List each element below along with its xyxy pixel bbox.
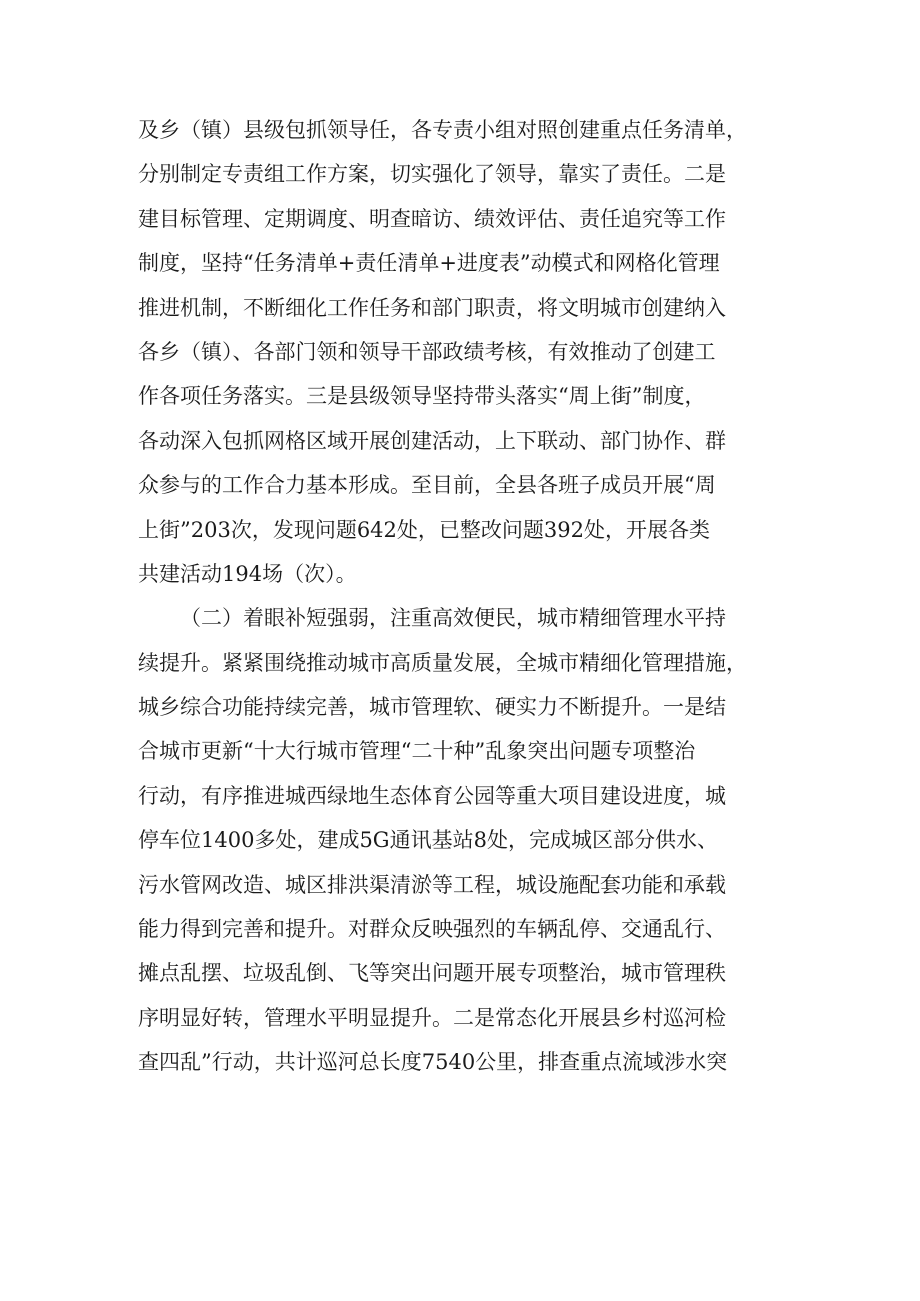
text-line: 城乡综合功能持续完善，城市管理软、硬实力不断提升。一是结: [138, 695, 726, 720]
text-line: 作各项任务落实。三是县级领导坚持带头落实“周上街”制度，: [138, 384, 706, 409]
text-line: 及乡（镇）县级包抓领导任，各专责小组对照创建重点任务清单，: [138, 118, 747, 142]
text-line: 合城市更新“十大行城市管理“二十种”乱象突出问题专项整治: [138, 739, 696, 764]
body-text: [138, 108, 798, 1085]
text-line: 上街”203次，发现问题642处，已整改问题392处，开展各类: [138, 517, 710, 542]
text-line: 各动深入包抓网格区域开展创建活动，上下联动、部门协作、群: [138, 428, 726, 453]
text-line: 查四乱”行动，共计巡河总长度7540公里，排查重点流域涉水突: [138, 1050, 728, 1075]
section-heading-line: （二）着眼补短强弱，注重高效便民，城市精细管理水平持: [180, 606, 726, 631]
text-line: 建目标管理、定期调度、明查暗访、绩效评估、责任追究等工作: [138, 206, 726, 231]
text-line: 污水管网改造、城区排洪渠清淤等工程，城设施配套功能和承载: [138, 872, 726, 897]
text-line: 制度，坚持“任务清单+责任清单+进度表”动模式和网格化管理: [138, 251, 720, 276]
text-line: 摊点乱摆、垃圾乱倒、飞等突出问题开展专项整治，城市管理秩: [138, 961, 726, 986]
text-line: 分别制定专责组工作方案，切实强化了领导，靠实了责任。二是: [138, 162, 726, 187]
text-line: 各乡（镇）、各部门领和领导干部政绩考核，有效推动了创建工: [138, 339, 716, 364]
text-line: 续提升。紧紧围绕推动城市高质量发展，全城市精细化管理措施，: [138, 650, 747, 675]
text-line: 推进机制，不断细化工作任务和部门职责，将文明城市创建纳入: [138, 295, 726, 320]
text-line: 停车位1400多处，建成5G通讯基站8处，完成城区部分供水、: [138, 828, 718, 853]
text-line: 能力得到完善和提升。对群众反映强烈的车辆乱停、交通乱行、: [138, 917, 726, 942]
text-line: 共建活动194场（次）。: [138, 561, 357, 586]
text-line: 序明显好转，管理水平明显提升。二是常态化开展县乡村巡河检: [138, 1005, 726, 1030]
text-line: 众参与的工作合力基本形成。至目前，全县各班子成员开展“周: [138, 473, 716, 498]
text-line: 行动，有序推进城西绿地生态体育公园等重大项目建设进度，城: [138, 783, 726, 808]
